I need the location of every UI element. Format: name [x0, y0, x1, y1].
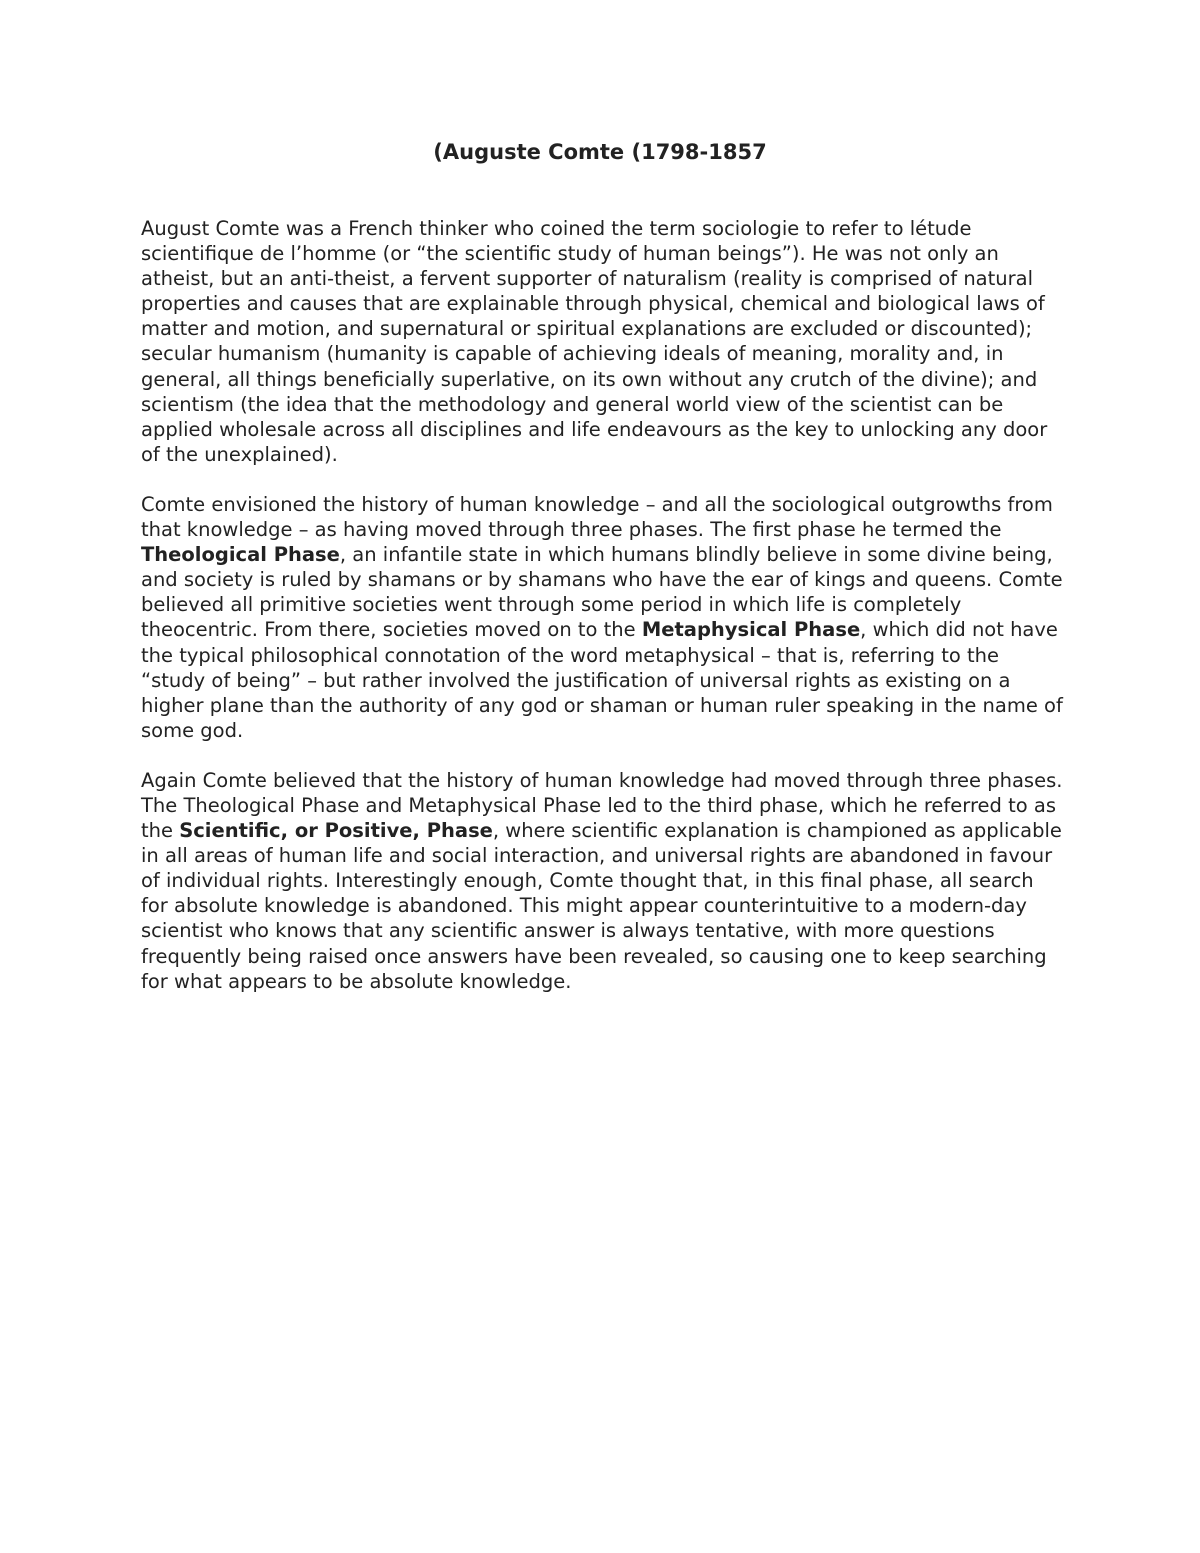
paragraph-1	[141, 216, 1066, 467]
document-body	[141, 216, 1066, 1019]
document-title: (Auguste Comte (1798-1857	[433, 140, 767, 164]
term-metaphysical-phase: Metaphysical Phase	[641, 618, 861, 642]
paragraph-2	[141, 492, 1066, 743]
paragraph-2-text-a: Comte envisioned the history of human knowledge – and all the sociological outgrowths from that knowledge – as having moved through three phases. The first phase he termed the	[141, 492, 1053, 542]
paragraph-3	[141, 768, 1066, 994]
term-scientific-phase: Scientific, or Positive, Phase	[179, 819, 493, 843]
paragraph-3-text-a: Again Comte believed that the history of human knowledge had moved through three phases. The Theological Phase and Metaphysical Phase led to the third phase, which he referred to as the	[141, 768, 1063, 843]
term-theological-phase: Theological Phase	[141, 543, 340, 567]
paragraph-1-text: August Comte was a French thinker who coined the term sociologie to refer to létude scientifique de l’homme (or “the scientific study of human beings”). He was not only an atheist, but an anti-theist, a fervent supporter of naturalism (reality is comprised of natural properties and causes that are explainable through physical, chemical and biological laws of matter and motion, and supernatural or spiritual explanations are excluded or discounted); secular humanism (humanity is capable of achieving ideals of meaning, morality and, in general, all things beneficially superlative, on its own without any crutch of the divine); and scientism (the idea that the methodology and general world view of the scientist can be applied wholesale across all disciplines and life endeavours as the key to unlocking any door of the unexplained).	[141, 217, 1048, 466]
paragraph-3-text-c: , where scientific explanation is championed as applicable in all areas of human life and social interaction, and universal rights are abandoned in favour of individual rights. Interestingly enough, Comte thought that, in this final phase, all search for absolute knowledge is abandoned. This might appear counterintuitive to a modern-day scientist who knows that any scientific answer is always tentative, with more questions frequently being raised once answers have been revealed, so causing one to keep searching for what appears to be absolute knowledge.	[141, 819, 1062, 993]
paragraph-2-text-d: , which did not have the typical philosophical connotation of the word metaphysical – that is, referring to the “study of being” – but rather involved the justification of universal rights as existing on a higher plane than the authority of any god or shaman or human ruler speaking in the name of some god.	[141, 618, 1063, 742]
paragraph-2-text-c: , an infantile state in which humans blindly believe in some divine being, and society is ruled by shamans or by shamans who have the ear of kings and queens. Comte believed all primitive societies went through some period in which life is completely theocentric. From there, societies moved on to the	[141, 543, 1063, 642]
